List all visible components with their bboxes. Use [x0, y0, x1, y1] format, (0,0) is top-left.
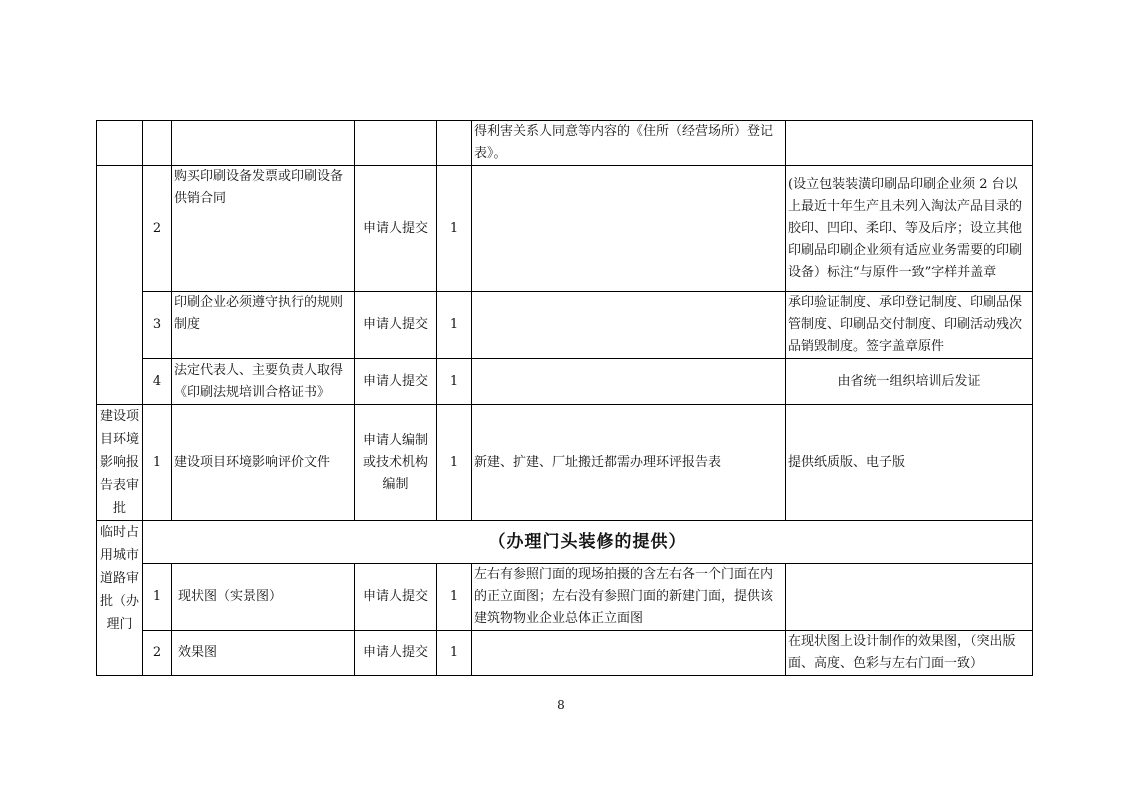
- table-row: [97, 405, 1033, 521]
- material-cell: 法定代表人、主要负责人取得《印刷法规培训合格证书》: [172, 359, 355, 405]
- materials-table: [96, 120, 1033, 676]
- copies-cell: 1: [437, 564, 472, 631]
- copies-cell: 1: [437, 166, 472, 292]
- copies-cell: 1: [437, 359, 472, 405]
- remark-cell: 提供纸质版、电子版: [786, 405, 1033, 521]
- remark-cell: 在现状图上设计制作的效果图，（突出版面、高度、色彩与左右门面一致）: [786, 631, 1033, 676]
- requirement-cell: [472, 631, 786, 676]
- remark-cell: [786, 564, 1033, 631]
- no-cell: 3: [143, 292, 172, 359]
- remark-cell: [786, 121, 1033, 166]
- section-title: （办理门头装修的提供）: [143, 521, 1033, 564]
- category-cell: [97, 121, 143, 166]
- page-number: 8: [557, 698, 565, 712]
- no-cell: [143, 121, 172, 166]
- remark-cell: 承印验证制度、承印登记制度、印刷品保管制度、印刷品交付制度、印刷活动残次品销毁制度。签字盖章原件: [786, 292, 1033, 359]
- requirement-cell: [472, 292, 786, 359]
- material-cell: 购买印刷设备发票或印刷设备供销合同: [172, 166, 355, 292]
- table-row: [97, 121, 1033, 166]
- requirement-cell: 得利害关系人同意等内容的《住所（经营场所）登记表》。: [472, 121, 786, 166]
- no-cell: 4: [143, 359, 172, 405]
- material-cell: 现状图（实景图）: [172, 564, 355, 631]
- no-cell: 1: [143, 564, 172, 631]
- copies-cell: 1: [437, 405, 472, 521]
- table-row: [97, 521, 1033, 564]
- copies-cell: 1: [437, 292, 472, 359]
- table-row: [97, 564, 1033, 631]
- source-cell: 申请人提交: [355, 359, 437, 405]
- requirement-cell: [472, 166, 786, 292]
- category-cell: 建设项目环境影响报告表审批: [97, 405, 143, 521]
- source-cell: 申请人提交: [355, 292, 437, 359]
- source-cell: [355, 121, 437, 166]
- source-cell: 申请人编制或技术机构编制: [355, 405, 437, 521]
- no-cell: 2: [143, 166, 172, 292]
- remark-cell: 由省统一组织培训后发证: [786, 359, 1033, 405]
- no-cell: 2: [143, 631, 172, 676]
- remark-cell: (设立包装装潢印刷品印刷企业须 2 台以上最近十年生产且未列入淘汰产品目录的胶印、凹印、柔印、等及后序；设立其他印刷品印刷企业须有适应业务需要的印刷设备）标注“与原件一致”字样并盖章: [786, 166, 1033, 292]
- material-cell: 建设项目环境影响评价文件: [172, 405, 355, 521]
- no-cell: 1: [143, 405, 172, 521]
- requirement-cell: 新建、扩建、厂址搬迁都需办理环评报告表: [472, 405, 786, 521]
- category-cell: 临时占用城市道路审批（办理门: [97, 521, 143, 676]
- material-cell: 效果图: [172, 631, 355, 676]
- material-cell: [172, 121, 355, 166]
- copies-cell: [437, 121, 472, 166]
- source-cell: 申请人提交: [355, 564, 437, 631]
- table-row: [97, 359, 1033, 405]
- requirement-cell: [472, 359, 786, 405]
- category-cell: [97, 166, 143, 405]
- copies-cell: 1: [437, 631, 472, 676]
- source-cell: 申请人提交: [355, 166, 437, 292]
- table-row: [97, 631, 1033, 676]
- requirement-cell: 左右有参照门面的现场拍摄的含左右各一个门面在内的正立面图；左右没有参照门面的新建门面，提供该建筑物物业企业总体正立面图: [472, 564, 786, 631]
- table-row: [97, 166, 1033, 292]
- material-cell: 印刷企业必须遵守执行的规则制度: [172, 292, 355, 359]
- source-cell: 申请人提交: [355, 631, 437, 676]
- table-row: [97, 292, 1033, 359]
